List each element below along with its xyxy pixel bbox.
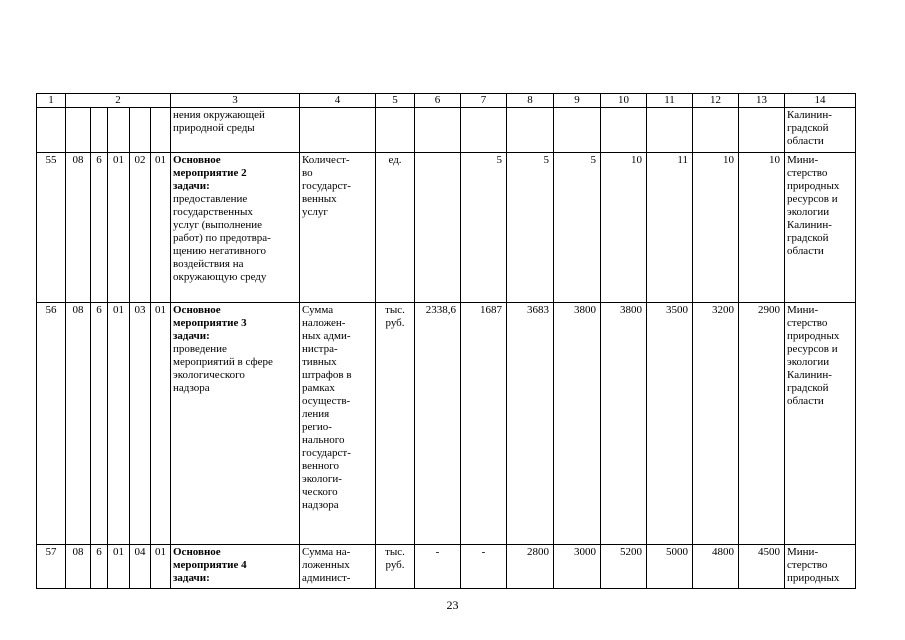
code-cell: 08	[66, 153, 91, 303]
unit-cell: тыс. руб.	[376, 303, 415, 545]
header-cell: 14	[785, 94, 856, 108]
code-cell: 01	[108, 545, 130, 589]
value-cell: 2800	[507, 545, 554, 589]
activity-description: проведение мероприятий в сфере экологического надзора	[173, 343, 273, 394]
value-cell: 5000	[647, 545, 693, 589]
header-cell: 3	[171, 94, 300, 108]
value-cell: 5	[507, 153, 554, 303]
activity-cell	[171, 303, 300, 545]
value-cell: 10	[601, 153, 647, 303]
value-cell: 3200	[693, 303, 739, 545]
value-cell: 11	[647, 153, 693, 303]
table-row	[37, 303, 856, 545]
code-cell: 6	[91, 545, 108, 589]
activity-cell	[171, 153, 300, 303]
value-cell: 3800	[601, 303, 647, 545]
code-cell: 01	[151, 153, 171, 303]
code-cell: 01	[108, 153, 130, 303]
header-cell: 10	[601, 94, 647, 108]
activity-cell	[171, 545, 300, 589]
continued-description: нения окружающей природной среды	[171, 108, 300, 153]
value-cell: 3000	[554, 545, 601, 589]
unit-cell: ед.	[376, 153, 415, 303]
page-number: 23	[446, 598, 459, 612]
header-cell: 2	[66, 94, 171, 108]
value-cell	[415, 153, 461, 303]
value-cell: 2338,6	[415, 303, 461, 545]
activity-title: Основное мероприятие 2 задачи:	[173, 154, 247, 192]
indicator-cell: Сумма на- ложенных админист-	[300, 545, 376, 589]
value-cell: 1687	[461, 303, 507, 545]
table-row	[37, 153, 856, 303]
header-row	[37, 94, 856, 108]
header-cell: 1	[37, 94, 66, 108]
header-cell: 7	[461, 94, 507, 108]
code-cell: 02	[130, 153, 151, 303]
unit-cell: тыс. руб.	[376, 545, 415, 589]
activity-title: Основное мероприятие 3 задачи:	[173, 304, 247, 342]
value-cell: 5200	[601, 545, 647, 589]
header-cell: 11	[647, 94, 693, 108]
continuation-row	[37, 108, 856, 153]
activity-description: предоставление государственных услуг (выполнение работ) по предотвра- щению негативного воздействия на окружающую среду	[173, 193, 271, 283]
indicator-cell: Сумма наложен- ных адми- нистра- тивных штрафов в рамках осуществ- ления регио- нального государст- венного экологи- ческого надзора	[300, 303, 376, 545]
value-cell: 3683	[507, 303, 554, 545]
header-cell: 6	[415, 94, 461, 108]
code-cell: 6	[91, 303, 108, 545]
code-cell: 08	[66, 545, 91, 589]
row-number: 57	[37, 545, 66, 589]
table-row	[37, 545, 856, 589]
code-cell: 03	[130, 303, 151, 545]
value-cell: 10	[693, 153, 739, 303]
value-cell: 3800	[554, 303, 601, 545]
header-cell: 8	[507, 94, 554, 108]
value-cell: 2900	[739, 303, 785, 545]
code-cell: 01	[108, 303, 130, 545]
activity-title: Основное мероприятие 4 задачи:	[173, 546, 247, 584]
code-cell: 6	[91, 153, 108, 303]
value-cell: 3500	[647, 303, 693, 545]
value-cell: 4800	[693, 545, 739, 589]
value-cell: -	[415, 545, 461, 589]
row-number: 56	[37, 303, 66, 545]
program-table	[36, 93, 856, 589]
value-cell: 5	[554, 153, 601, 303]
indicator-cell: Количест- во государст- венных услуг	[300, 153, 376, 303]
value-cell: 5	[461, 153, 507, 303]
header-cell: 5	[376, 94, 415, 108]
code-cell: 08	[66, 303, 91, 545]
owner-cell: Мини- стерство природных ресурсов и экологии Калинин- градской области	[785, 153, 856, 303]
owner-cell: Мини- стерство природных	[785, 545, 856, 589]
code-cell: 04	[130, 545, 151, 589]
header-cell: 12	[693, 94, 739, 108]
continued-owner: Калинин- градской области	[785, 108, 856, 153]
value-cell: 10	[739, 153, 785, 303]
header-cell: 9	[554, 94, 601, 108]
value-cell: 4500	[739, 545, 785, 589]
row-number: 55	[37, 153, 66, 303]
code-cell: 01	[151, 545, 171, 589]
code-cell: 01	[151, 303, 171, 545]
header-cell: 13	[739, 94, 785, 108]
header-cell: 4	[300, 94, 376, 108]
owner-cell: Мини- стерство природных ресурсов и экологии Калинин- градской области	[785, 303, 856, 545]
value-cell: -	[461, 545, 507, 589]
